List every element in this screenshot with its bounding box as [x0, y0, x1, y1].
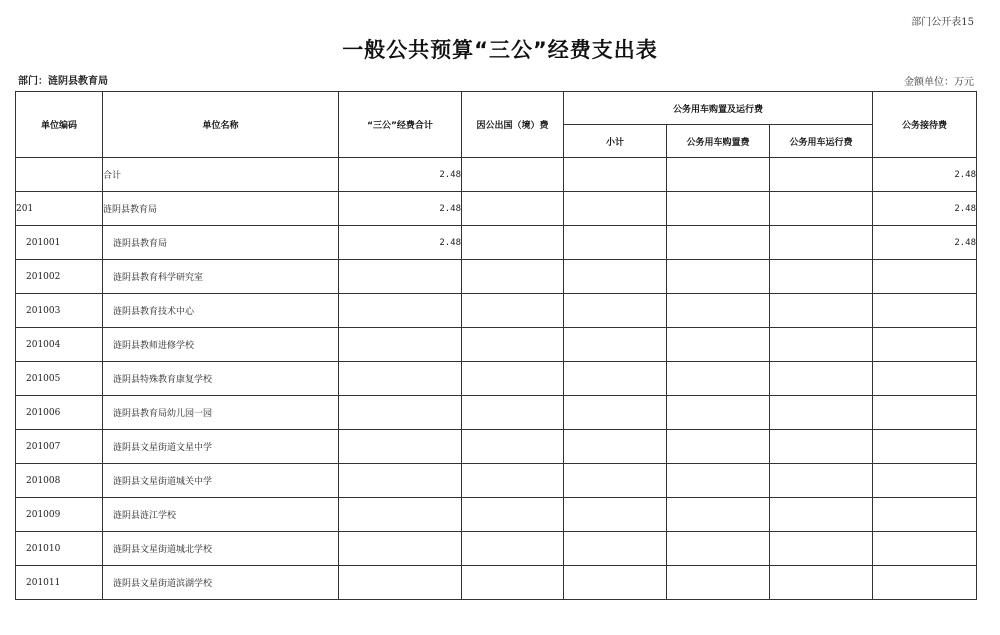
cell-vehicle-operation: [770, 532, 873, 566]
header-unit-name: 单位名称: [103, 92, 339, 158]
cell-total: [339, 532, 462, 566]
header-vehicle-group: 公务用车购置及运行费: [564, 92, 873, 125]
cell-vehicle-operation: [770, 260, 873, 294]
cell-total: [339, 362, 462, 396]
cell-vehicle-operation: [770, 362, 873, 396]
cell-vehicle-purchase: [667, 566, 770, 600]
table-row: [16, 430, 977, 464]
cell-total: [339, 396, 462, 430]
table-row: [16, 260, 977, 294]
cell-abroad: [462, 158, 564, 192]
table-row: [16, 226, 977, 260]
three-public-expense-table: [15, 91, 977, 600]
header-vehicle-purchase: 公务用车购置费: [667, 125, 770, 158]
table-row: [16, 158, 977, 192]
page-title: 一般公共预算“三公”经费支出表: [342, 38, 658, 62]
header-subtotal: 小计: [564, 125, 667, 158]
cell-vehicle-operation: [770, 226, 873, 260]
cell-vehicle-purchase: [667, 294, 770, 328]
cell-reception: [873, 430, 977, 464]
header-vehicle-operation: 公务用车运行费: [770, 125, 873, 158]
cell-subtotal: [564, 430, 667, 464]
cell-vehicle-operation: [770, 430, 873, 464]
cell-subtotal: [564, 498, 667, 532]
cell-reception: [873, 362, 977, 396]
cell-name: 涟阴县涟江学校: [103, 498, 339, 532]
cell-subtotal: [564, 464, 667, 498]
cell-vehicle-purchase: [667, 498, 770, 532]
cell-total: [339, 328, 462, 362]
table-row: [16, 396, 977, 430]
cell-name: 涟阴县教育局: [103, 226, 339, 260]
cell-subtotal: [564, 158, 667, 192]
cell-vehicle-operation: [770, 328, 873, 362]
table-row: [16, 464, 977, 498]
cell-subtotal: [564, 532, 667, 566]
cell-abroad: [462, 226, 564, 260]
cell-vehicle-purchase: [667, 464, 770, 498]
cell-name: 涟阴县教师进修学校: [103, 328, 339, 362]
page-label: 部门公开表15: [911, 17, 974, 28]
cell-name: 涟阴县特殊教育康复学校: [103, 362, 339, 396]
cell-vehicle-purchase: [667, 158, 770, 192]
cell-vehicle-operation: [770, 464, 873, 498]
cell-reception: [873, 328, 977, 362]
cell-abroad: [462, 192, 564, 226]
table-row: [16, 328, 977, 362]
table-row: [16, 498, 977, 532]
cell-vehicle-purchase: [667, 396, 770, 430]
cell-name: 涟阴县教育技术中心: [103, 294, 339, 328]
cell-total: [339, 464, 462, 498]
cell-reception: 2.48: [873, 192, 977, 226]
cell-reception: [873, 260, 977, 294]
cell-vehicle-operation: [770, 566, 873, 600]
cell-abroad: [462, 260, 564, 294]
cell-abroad: [462, 532, 564, 566]
cell-code: 201: [16, 192, 103, 226]
cell-vehicle-operation: [770, 192, 873, 226]
cell-abroad: [462, 362, 564, 396]
header-unit-code: 单位编码: [16, 92, 103, 158]
cell-code: 201002: [16, 260, 103, 294]
cell-subtotal: [564, 192, 667, 226]
table-row: [16, 532, 977, 566]
cell-vehicle-purchase: [667, 226, 770, 260]
cell-subtotal: [564, 226, 667, 260]
cell-subtotal: [564, 566, 667, 600]
cell-subtotal: [564, 396, 667, 430]
cell-abroad: [462, 396, 564, 430]
cell-abroad: [462, 464, 564, 498]
cell-total: [339, 430, 462, 464]
cell-vehicle-purchase: [667, 430, 770, 464]
cell-subtotal: [564, 260, 667, 294]
cell-name: 涟阴县教育科学研究室: [103, 260, 339, 294]
cell-code: 201005: [16, 362, 103, 396]
cell-code: 201006: [16, 396, 103, 430]
cell-reception: [873, 532, 977, 566]
cell-abroad: [462, 430, 564, 464]
cell-abroad: [462, 566, 564, 600]
cell-total: [339, 294, 462, 328]
department-label: 部门：涟阴县教育局: [18, 76, 108, 87]
cell-vehicle-purchase: [667, 328, 770, 362]
cell-vehicle-operation: [770, 396, 873, 430]
cell-vehicle-purchase: [667, 192, 770, 226]
cell-name: 涟阴县文星街道城关中学: [103, 464, 339, 498]
cell-total: [339, 260, 462, 294]
cell-total: 2.48: [339, 192, 462, 226]
cell-subtotal: [564, 328, 667, 362]
cell-total: 2.48: [339, 226, 462, 260]
cell-code: 201004: [16, 328, 103, 362]
cell-reception: [873, 566, 977, 600]
cell-reception: [873, 498, 977, 532]
cell-name: 涟阴县教育局: [103, 192, 339, 226]
cell-vehicle-operation: [770, 294, 873, 328]
cell-reception: [873, 464, 977, 498]
cell-vehicle-operation: [770, 498, 873, 532]
table-body: [16, 158, 977, 600]
cell-vehicle-purchase: [667, 260, 770, 294]
cell-name: 涟阴县教育局幼儿园一园: [103, 396, 339, 430]
cell-code: [16, 158, 103, 192]
amount-unit-label: 金额单位：万元: [904, 77, 974, 88]
cell-code: 201003: [16, 294, 103, 328]
header-reception: 公务接待费: [873, 92, 977, 158]
cell-subtotal: [564, 362, 667, 396]
table-row: [16, 192, 977, 226]
cell-abroad: [462, 328, 564, 362]
cell-total: [339, 566, 462, 600]
cell-code: 201009: [16, 498, 103, 532]
header-total: “三公”经费合计: [339, 92, 462, 158]
table-row: [16, 362, 977, 396]
cell-code: 201008: [16, 464, 103, 498]
cell-code: 201010: [16, 532, 103, 566]
cell-subtotal: [564, 294, 667, 328]
cell-vehicle-purchase: [667, 532, 770, 566]
cell-name: 涟阴县文星街道城北学校: [103, 532, 339, 566]
cell-total: [339, 498, 462, 532]
cell-reception: [873, 396, 977, 430]
header-abroad: 因公出国（境）费: [462, 92, 564, 158]
cell-name: 合计: [103, 158, 339, 192]
cell-reception: 2.48: [873, 158, 977, 192]
table-row: [16, 566, 977, 600]
cell-name: 涟阴县文星街道文星中学: [103, 430, 339, 464]
cell-code: 201007: [16, 430, 103, 464]
cell-code: 201011: [16, 566, 103, 600]
cell-abroad: [462, 294, 564, 328]
cell-reception: [873, 294, 977, 328]
cell-total: 2.48: [339, 158, 462, 192]
cell-vehicle-operation: [770, 158, 873, 192]
table-row: [16, 294, 977, 328]
cell-code: 201001: [16, 226, 103, 260]
cell-abroad: [462, 498, 564, 532]
cell-vehicle-purchase: [667, 362, 770, 396]
cell-reception: 2.48: [873, 226, 977, 260]
cell-name: 涟阴县文星街道滨湖学校: [103, 566, 339, 600]
